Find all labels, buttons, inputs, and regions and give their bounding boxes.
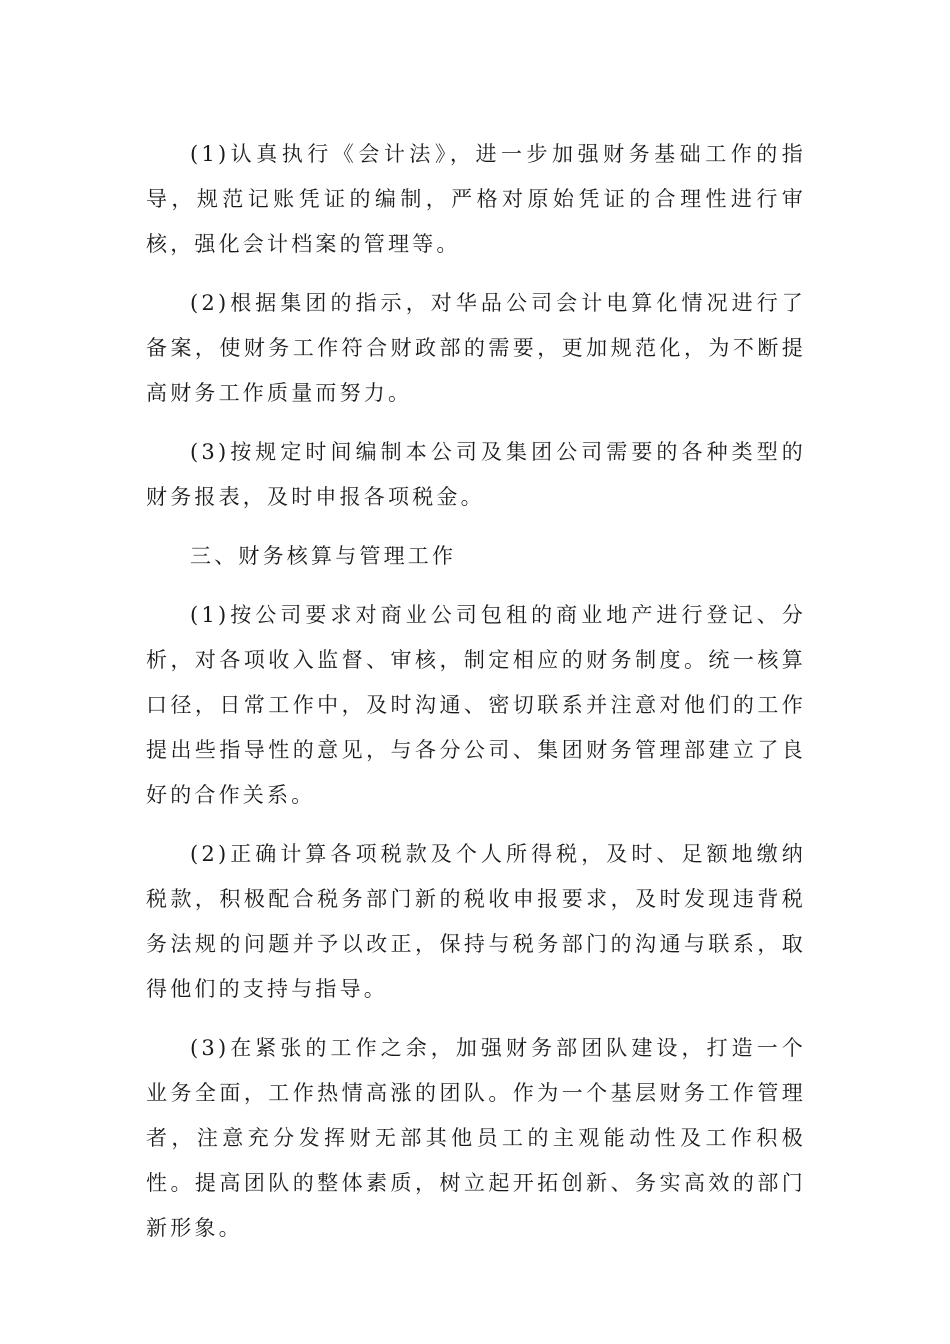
section-heading: 三、财务核算与管理工作	[190, 544, 457, 568]
paragraph-1: (1)认真执行《会计法》，进一步加强财务基础工作的指导，规范记账凭证的编制，严格对原始凭证的合理性进行审核，强化会计档案的管理等。	[146, 142, 806, 256]
section-paragraph-3: (3)在紧张的工作之余，加强财务部团队建设，打造一个业务全面，工作热情高涨的团队。作为一个基层财务工作管理者，注意充分发挥财无部其他员工的主观能动性及工作积极性。提高团队的整体素质，树立起开拓创新、务实高效的部门新形象。	[146, 1036, 806, 1240]
paragraph-3: (3)按规定时间编制本公司及集团公司需要的各种类型的财务报表，及时申报各项税金。	[146, 440, 806, 509]
document-body	[146, 132, 806, 1265]
section-paragraph-2: (2)正确计算各项税款及个人所得税，及时、足额地缴纳税款，积极配合税务部门新的税收申报要求，及时发现违背税务法规的问题并予以改正，保持与税务部门的沟通与联系，取得他们的支持与指导。	[146, 842, 806, 1001]
section-paragraph-1: (1)按公司要求对商业公司包租的商业地产进行登记、分析，对各项收入监督、审核，制定相应的财务制度。统一核算口径，日常工作中，及时沟通、密切联系并注意对他们的工作提出些指导性的意见，与各分公司、集团财务管理部建立了良好的合作关系。	[146, 603, 806, 807]
paragraph-2: (2)根据集团的指示，对华品公司会计电算化情况进行了备案，使财务工作符合财政部的需要，更加规范化，为不断提高财务工作质量而努力。	[146, 291, 806, 405]
